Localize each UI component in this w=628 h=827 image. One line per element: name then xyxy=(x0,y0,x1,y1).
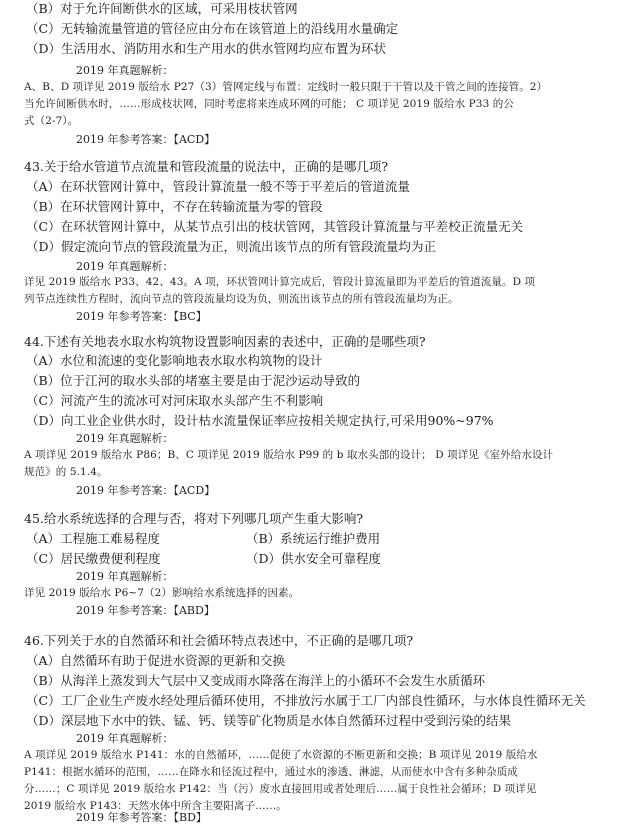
q42-analysis-line-1: A、B、D 项详见 2019 版给水 P27（3）管网定线与布置：定线时一般只限于干管以及干管之间的连接管。2） xyxy=(24,81,548,93)
q43-answer: 2019 年参考答案：【BC】 xyxy=(76,310,207,323)
q42-analysis-line-3: 式（2-7）。 xyxy=(24,115,79,127)
q44-option-a: （A）水位和流速的变化影响地表水取水构筑物的设计 xyxy=(26,353,323,368)
q44-option-c: （C）河流产生的流冰可对河床取水头部产生不利影响 xyxy=(26,393,324,408)
q43-stem: 43.关于给水管道节点流量和管段流量的说法中，正确的是哪几项? xyxy=(24,159,389,174)
q44-stem: 44.下述有关地表水取水构筑物设置影响因素的表述中，正确的是哪些项? xyxy=(24,334,426,349)
q45-analysis-line-1: 详见 2019 版给水 P6~7（2）影响给水系统选择的因素。 xyxy=(24,587,300,599)
q43-option-b: （B）在环状管网计算中，不存在转输流量为零的管段 xyxy=(26,199,323,214)
q43-analysis-line-2: 列节点连续性方程时，流向节点的管段流量均设为负，则流出该节点的所有管段流量均为正。 xyxy=(24,293,459,305)
q46-analysis-line-4: 2019 版给水 P143：天然水体中所含主要阳离子……。 xyxy=(24,800,287,812)
q42-analysis-title: 2019 年真题解析： xyxy=(76,64,174,77)
q43-option-c: （C）在环状管网计算中，从某节点引出的枝状管网，其管段计算流量与平差校正流量无关 xyxy=(26,219,524,234)
q43-option-a: （A）在环状管网计算中，管段计算流量一般不等于平差后的管道流量 xyxy=(26,179,411,194)
q44-option-d: （D）向工业企业供水时，设计枯水流量保证率应按相关规定执行,可采用90%~97% xyxy=(26,413,494,428)
q46-option-a: （A）自然循环有助于促进水资源的更新和交换 xyxy=(26,653,286,668)
q46-analysis-line-2: P141：根据水循环的范围，……在降水和径流过程中，通过水的渗透、淋滤，从而使水中含有多种杂质成 xyxy=(24,766,518,778)
q45-answer: 2019 年参考答案：【ABD】 xyxy=(76,604,215,617)
q46-option-b: （B）从海洋上蒸发到大气层中又变成雨水降落在海洋上的小循环不会发生水质循环 xyxy=(26,673,486,688)
q45-option-a: （A）工程施工难易程度 xyxy=(26,531,161,546)
q44-analysis-title: 2019 年真题解析： xyxy=(76,432,174,445)
q46-analysis-line-1: A 项详见 2019 版给水 P141：水的自然循环，……促使了水资源的不断更新和交换；B 项详见 2019 版给水 xyxy=(24,749,538,761)
q42-answer: 2019 年参考答案：【ACD】 xyxy=(76,133,216,146)
q42-option-c: （C）无转输流量管道的管径应由分布在该管道上的沿线用水量确定 xyxy=(26,21,399,36)
q46-analysis-line-3: 分……；C 项详见 2019 版给水 P142：当（污）废水直接回用或者处理后……属于良性社会循环；D 项详见 xyxy=(24,783,537,795)
q45-option-c: （C）居民缴费便利程度 xyxy=(26,551,161,566)
q46-analysis-title: 2019 年真题解析： xyxy=(76,732,174,745)
q45-stem: 45.给水系统选择的合理与否，将对下列哪几项产生重大影响? xyxy=(24,511,364,526)
q44-analysis-line-2: 规范》的 5.1.4。 xyxy=(24,466,108,478)
q46-option-d: （D）深层地下水中的铁、锰、钙、镁等矿化物质是水体自然循环过程中受到污染的结果 xyxy=(26,713,512,728)
q42-option-b: （B）对于允许间断供水的区域，可采用枝状管网 xyxy=(26,1,298,16)
q46-stem: 46.下列关于水的自然循环和社会循环特点表述中，不正确的是哪几项? xyxy=(24,633,414,648)
q44-answer: 2019 年参考答案：【ACD】 xyxy=(76,484,216,497)
q43-option-d: （D）假定流向节点的管段流量为正，则流出该节点的所有管段流量均为正 xyxy=(26,239,437,254)
q44-option-b: （B）位于江河的取水头部的堵塞主要是由于泥沙运动导致的 xyxy=(26,373,361,388)
q43-analysis-line-1: 详见 2019 版给水 P33、42、43。A 项，环状管网计算完成后，管段计算流量即为平差后的管道流量。D 项 xyxy=(24,276,536,288)
q44-analysis-line-1: A 项详见 2019 版给水 P86；B、C 项详见 2019 版给水 P99 的 b 取水头部的设计； D 项详见《室外给水设计 xyxy=(24,449,554,461)
q46-answer: 2019 年参考答案：【BD】 xyxy=(76,811,207,824)
q43-analysis-title: 2019 年真题解析： xyxy=(76,260,174,273)
q46-option-c: （C）工厂企业生产废水经处理后循环使用，不排放污水属于工厂内部良性循环，与水体良性循环无关 xyxy=(26,693,586,708)
q45-option-d: （D）供水安全可靠程度 xyxy=(246,551,382,566)
q42-analysis-line-2: 当允许间断供水时，……形成枝状网，同时考虑将来连成环网的可能； C 项详见 2019 版给水 P33 的公 xyxy=(24,98,515,110)
q42-option-d: （D）生活用水、消防用水和生产用水的供水管网均应布置为环状 xyxy=(26,41,387,56)
q45-option-b: （B）系统运行维护费用 xyxy=(246,531,381,546)
q45-analysis-title: 2019 年真题解析： xyxy=(76,570,174,583)
